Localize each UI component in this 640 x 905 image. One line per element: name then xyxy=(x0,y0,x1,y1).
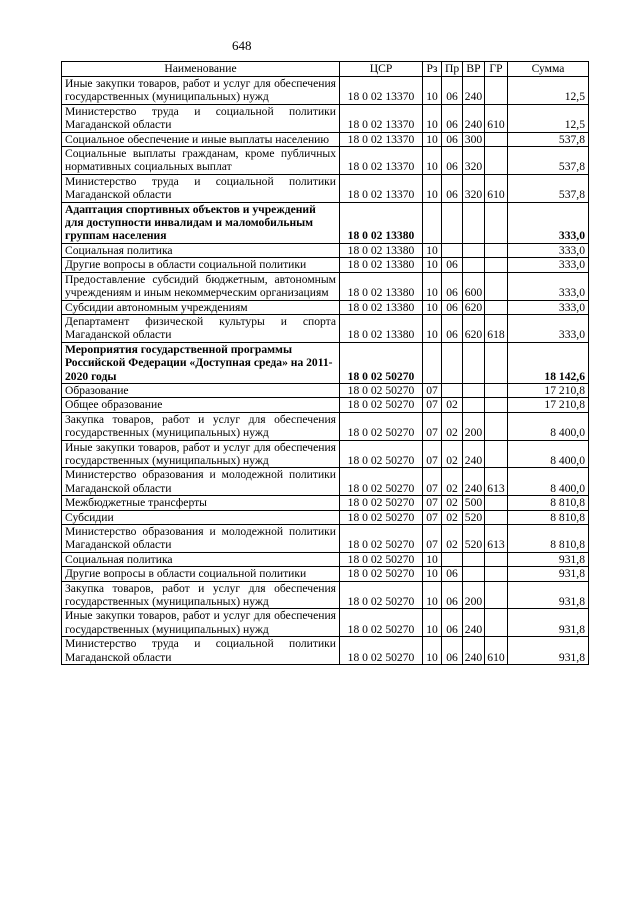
table-row xyxy=(62,525,589,553)
vr-cell xyxy=(463,243,485,257)
pr-cell: 02 xyxy=(442,440,463,468)
rz-cell: 10 xyxy=(423,147,442,175)
vr-cell: 500 xyxy=(463,496,485,510)
sum-cell: 8 400,0 xyxy=(508,412,589,440)
gr-cell xyxy=(485,272,508,300)
rz-cell: 10 xyxy=(423,300,442,314)
gr-cell: 610 xyxy=(485,104,508,132)
pr-cell: 06 xyxy=(442,77,463,105)
vr-cell: 600 xyxy=(463,272,485,300)
pr-cell: 06 xyxy=(442,272,463,300)
table-row xyxy=(62,637,589,665)
vr-cell: 300 xyxy=(463,132,485,146)
name-cell: Закупка товаров, работ и услуг для обеспечения государственных (муниципальных) нужд xyxy=(62,581,340,609)
name-cell: Департамент физической культуры и спорта Магаданской области xyxy=(62,314,340,342)
rz-cell: 10 xyxy=(423,132,442,146)
table-row xyxy=(62,174,589,202)
name-cell: Министерство образования и молодежной политики Магаданской области xyxy=(62,468,340,496)
pr-cell: 02 xyxy=(442,496,463,510)
rz-cell: 10 xyxy=(423,567,442,581)
pr-cell xyxy=(442,383,463,397)
csr-cell: 18 0 02 50270 xyxy=(340,567,423,581)
gr-cell: 618 xyxy=(485,314,508,342)
csr-cell: 18 0 02 50270 xyxy=(340,552,423,566)
pr-cell: 06 xyxy=(442,314,463,342)
gr-cell xyxy=(485,581,508,609)
rz-cell: 07 xyxy=(423,412,442,440)
table-row xyxy=(62,132,589,146)
pr-cell: 06 xyxy=(442,300,463,314)
pr-cell xyxy=(442,342,463,383)
gr-cell xyxy=(485,552,508,566)
gr-cell xyxy=(485,342,508,383)
sum-cell: 931,8 xyxy=(508,552,589,566)
sum-cell: 537,8 xyxy=(508,174,589,202)
sum-cell: 8 400,0 xyxy=(508,468,589,496)
vr-cell xyxy=(463,342,485,383)
rz-cell: 07 xyxy=(423,383,442,397)
rz-cell: 10 xyxy=(423,272,442,300)
name-cell: Субсидии автономным учреждениям xyxy=(62,300,340,314)
rz-cell: 10 xyxy=(423,243,442,257)
table-row xyxy=(62,552,589,566)
sum-cell: 931,8 xyxy=(508,637,589,665)
csr-cell: 18 0 02 13370 xyxy=(340,174,423,202)
rz-cell: 10 xyxy=(423,581,442,609)
csr-cell: 18 0 02 13380 xyxy=(340,314,423,342)
csr-cell: 18 0 02 50270 xyxy=(340,637,423,665)
rz-cell: 10 xyxy=(423,609,442,637)
rz-cell: 07 xyxy=(423,496,442,510)
table-row xyxy=(62,342,589,383)
table-row xyxy=(62,202,589,243)
csr-cell: 18 0 02 13370 xyxy=(340,104,423,132)
csr-cell: 18 0 02 50270 xyxy=(340,510,423,524)
column-header-sum: Сумма xyxy=(508,62,589,77)
csr-cell: 18 0 02 50270 xyxy=(340,383,423,397)
vr-cell: 200 xyxy=(463,581,485,609)
pr-cell: 02 xyxy=(442,412,463,440)
vr-cell: 240 xyxy=(463,637,485,665)
vr-cell xyxy=(463,202,485,243)
name-cell: Общее образование xyxy=(62,398,340,412)
rz-cell xyxy=(423,202,442,243)
vr-cell: 620 xyxy=(463,300,485,314)
pr-cell: 06 xyxy=(442,104,463,132)
name-cell: Иные закупки товаров, работ и услуг для обеспечения государственных (муниципальных) нужд xyxy=(62,77,340,105)
name-cell: Другие вопросы в области социальной политики xyxy=(62,567,340,581)
vr-cell: 620 xyxy=(463,314,485,342)
column-header-pr: Пр xyxy=(442,62,463,77)
sum-cell: 8 810,8 xyxy=(508,496,589,510)
table-row xyxy=(62,468,589,496)
sum-cell: 931,8 xyxy=(508,567,589,581)
pr-cell: 06 xyxy=(442,637,463,665)
table-row xyxy=(62,243,589,257)
name-cell: Иные закупки товаров, работ и услуг для обеспечения государственных (муниципальных) нужд xyxy=(62,609,340,637)
page-number: 648 xyxy=(232,38,252,53)
sum-cell: 8 810,8 xyxy=(508,525,589,553)
column-header-gr: ГР xyxy=(485,62,508,77)
gr-cell: 613 xyxy=(485,468,508,496)
name-cell: Иные закупки товаров, работ и услуг для обеспечения государственных (муниципальных) нужд xyxy=(62,440,340,468)
pr-cell: 06 xyxy=(442,567,463,581)
column-header-rz: Рз xyxy=(423,62,442,77)
name-cell: Адаптация спортивных объектов и учреждений для доступности инвалидам и маломобильным группам населения xyxy=(62,202,340,243)
sum-cell: 333,0 xyxy=(508,314,589,342)
rz-cell: 07 xyxy=(423,510,442,524)
gr-cell xyxy=(485,258,508,272)
gr-cell xyxy=(485,412,508,440)
sum-cell: 17 210,8 xyxy=(508,398,589,412)
csr-cell: 18 0 02 13380 xyxy=(340,272,423,300)
gr-cell xyxy=(485,496,508,510)
name-cell: Министерство труда и социальной политики Магаданской области xyxy=(62,174,340,202)
gr-cell xyxy=(485,440,508,468)
rz-cell xyxy=(423,342,442,383)
csr-cell: 18 0 02 50270 xyxy=(340,609,423,637)
table-row xyxy=(62,77,589,105)
rz-cell: 07 xyxy=(423,398,442,412)
sum-cell: 537,8 xyxy=(508,132,589,146)
sum-cell: 8 400,0 xyxy=(508,440,589,468)
pr-cell: 06 xyxy=(442,258,463,272)
name-cell: Социальная политика xyxy=(62,552,340,566)
sum-cell: 8 810,8 xyxy=(508,510,589,524)
table-row xyxy=(62,567,589,581)
rz-cell: 10 xyxy=(423,314,442,342)
rz-cell: 10 xyxy=(423,637,442,665)
vr-cell: 240 xyxy=(463,77,485,105)
vr-cell: 320 xyxy=(463,174,485,202)
gr-cell xyxy=(485,383,508,397)
sum-cell: 931,8 xyxy=(508,609,589,637)
pr-cell xyxy=(442,202,463,243)
vr-cell: 240 xyxy=(463,468,485,496)
pr-cell: 06 xyxy=(442,147,463,175)
sum-cell: 931,8 xyxy=(508,581,589,609)
column-header-vr: ВР xyxy=(463,62,485,77)
column-header-name: Наименование xyxy=(62,62,340,77)
csr-cell: 18 0 02 13370 xyxy=(340,132,423,146)
csr-cell: 18 0 02 50270 xyxy=(340,496,423,510)
table-row xyxy=(62,510,589,524)
rz-cell: 10 xyxy=(423,552,442,566)
vr-cell xyxy=(463,567,485,581)
name-cell: Субсидии xyxy=(62,510,340,524)
table-row xyxy=(62,398,589,412)
pr-cell: 02 xyxy=(442,510,463,524)
vr-cell: 240 xyxy=(463,440,485,468)
table-row xyxy=(62,258,589,272)
name-cell: Министерство образования и молодежной политики Магаданской области xyxy=(62,525,340,553)
pr-cell xyxy=(442,243,463,257)
pr-cell: 06 xyxy=(442,132,463,146)
gr-cell: 610 xyxy=(485,637,508,665)
vr-cell: 520 xyxy=(463,510,485,524)
vr-cell xyxy=(463,258,485,272)
budget-table xyxy=(61,61,589,665)
vr-cell: 320 xyxy=(463,147,485,175)
gr-cell: 610 xyxy=(485,174,508,202)
vr-cell: 240 xyxy=(463,104,485,132)
gr-cell xyxy=(485,147,508,175)
vr-cell: 200 xyxy=(463,412,485,440)
name-cell: Межбюджетные трансферты xyxy=(62,496,340,510)
table-body xyxy=(62,77,589,665)
name-cell: Образование xyxy=(62,383,340,397)
table-row xyxy=(62,104,589,132)
sum-cell: 333,0 xyxy=(508,272,589,300)
column-header-csr: ЦСР xyxy=(340,62,423,77)
csr-cell: 18 0 02 13380 xyxy=(340,300,423,314)
name-cell: Другие вопросы в области социальной политики xyxy=(62,258,340,272)
table-row xyxy=(62,272,589,300)
table-header-row xyxy=(62,62,589,77)
gr-cell xyxy=(485,398,508,412)
gr-cell xyxy=(485,202,508,243)
csr-cell: 18 0 02 13380 xyxy=(340,243,423,257)
csr-cell: 18 0 02 50270 xyxy=(340,342,423,383)
pr-cell: 02 xyxy=(442,468,463,496)
csr-cell: 18 0 02 50270 xyxy=(340,412,423,440)
pr-cell: 06 xyxy=(442,581,463,609)
gr-cell xyxy=(485,567,508,581)
table-row xyxy=(62,147,589,175)
sum-cell: 333,0 xyxy=(508,243,589,257)
name-cell: Социальные выплаты гражданам, кроме публичных нормативных социальных выплат xyxy=(62,147,340,175)
csr-cell: 18 0 02 50270 xyxy=(340,440,423,468)
table-row xyxy=(62,581,589,609)
csr-cell: 18 0 02 13380 xyxy=(340,258,423,272)
table-row xyxy=(62,609,589,637)
gr-cell xyxy=(485,510,508,524)
csr-cell: 18 0 02 13370 xyxy=(340,147,423,175)
pr-cell: 06 xyxy=(442,174,463,202)
sum-cell: 333,0 xyxy=(508,300,589,314)
vr-cell xyxy=(463,552,485,566)
pr-cell: 02 xyxy=(442,398,463,412)
gr-cell xyxy=(485,77,508,105)
csr-cell: 18 0 02 50270 xyxy=(340,468,423,496)
gr-cell xyxy=(485,300,508,314)
csr-cell: 18 0 02 50270 xyxy=(340,581,423,609)
csr-cell: 18 0 02 13370 xyxy=(340,77,423,105)
csr-cell: 18 0 02 50270 xyxy=(340,525,423,553)
rz-cell: 10 xyxy=(423,77,442,105)
sum-cell: 333,0 xyxy=(508,202,589,243)
name-cell: Мероприятия государственной программы Российской Федерации «Доступная среда» на 2011-2020 годы xyxy=(62,342,340,383)
csr-cell: 18 0 02 13380 xyxy=(340,202,423,243)
gr-cell: 613 xyxy=(485,525,508,553)
gr-cell xyxy=(485,132,508,146)
sum-cell: 18 142,6 xyxy=(508,342,589,383)
name-cell: Министерство труда и социальной политики Магаданской области xyxy=(62,637,340,665)
name-cell: Закупка товаров, работ и услуг для обеспечения государственных (муниципальных) нужд xyxy=(62,412,340,440)
name-cell: Социальная политика xyxy=(62,243,340,257)
pr-cell xyxy=(442,552,463,566)
csr-cell: 18 0 02 50270 xyxy=(340,398,423,412)
gr-cell xyxy=(485,609,508,637)
vr-cell: 240 xyxy=(463,609,485,637)
vr-cell: 520 xyxy=(463,525,485,553)
gr-cell xyxy=(485,243,508,257)
name-cell: Социальное обеспечение и иные выплаты населению xyxy=(62,132,340,146)
rz-cell: 10 xyxy=(423,258,442,272)
name-cell: Предоставление субсидий бюджетным, автономным учреждениям и иным некоммерческим организациям xyxy=(62,272,340,300)
vr-cell xyxy=(463,383,485,397)
sum-cell: 333,0 xyxy=(508,258,589,272)
table-row xyxy=(62,440,589,468)
vr-cell xyxy=(463,398,485,412)
table-row xyxy=(62,496,589,510)
sum-cell: 12,5 xyxy=(508,104,589,132)
table-row xyxy=(62,383,589,397)
sum-cell: 12,5 xyxy=(508,77,589,105)
rz-cell: 07 xyxy=(423,440,442,468)
sum-cell: 17 210,8 xyxy=(508,383,589,397)
rz-cell: 10 xyxy=(423,104,442,132)
sum-cell: 537,8 xyxy=(508,147,589,175)
pr-cell: 02 xyxy=(442,525,463,553)
table-row xyxy=(62,300,589,314)
rz-cell: 10 xyxy=(423,174,442,202)
rz-cell: 07 xyxy=(423,468,442,496)
name-cell: Министерство труда и социальной политики Магаданской области xyxy=(62,104,340,132)
rz-cell: 07 xyxy=(423,525,442,553)
pr-cell: 06 xyxy=(442,609,463,637)
table-row xyxy=(62,314,589,342)
table-row xyxy=(62,412,589,440)
